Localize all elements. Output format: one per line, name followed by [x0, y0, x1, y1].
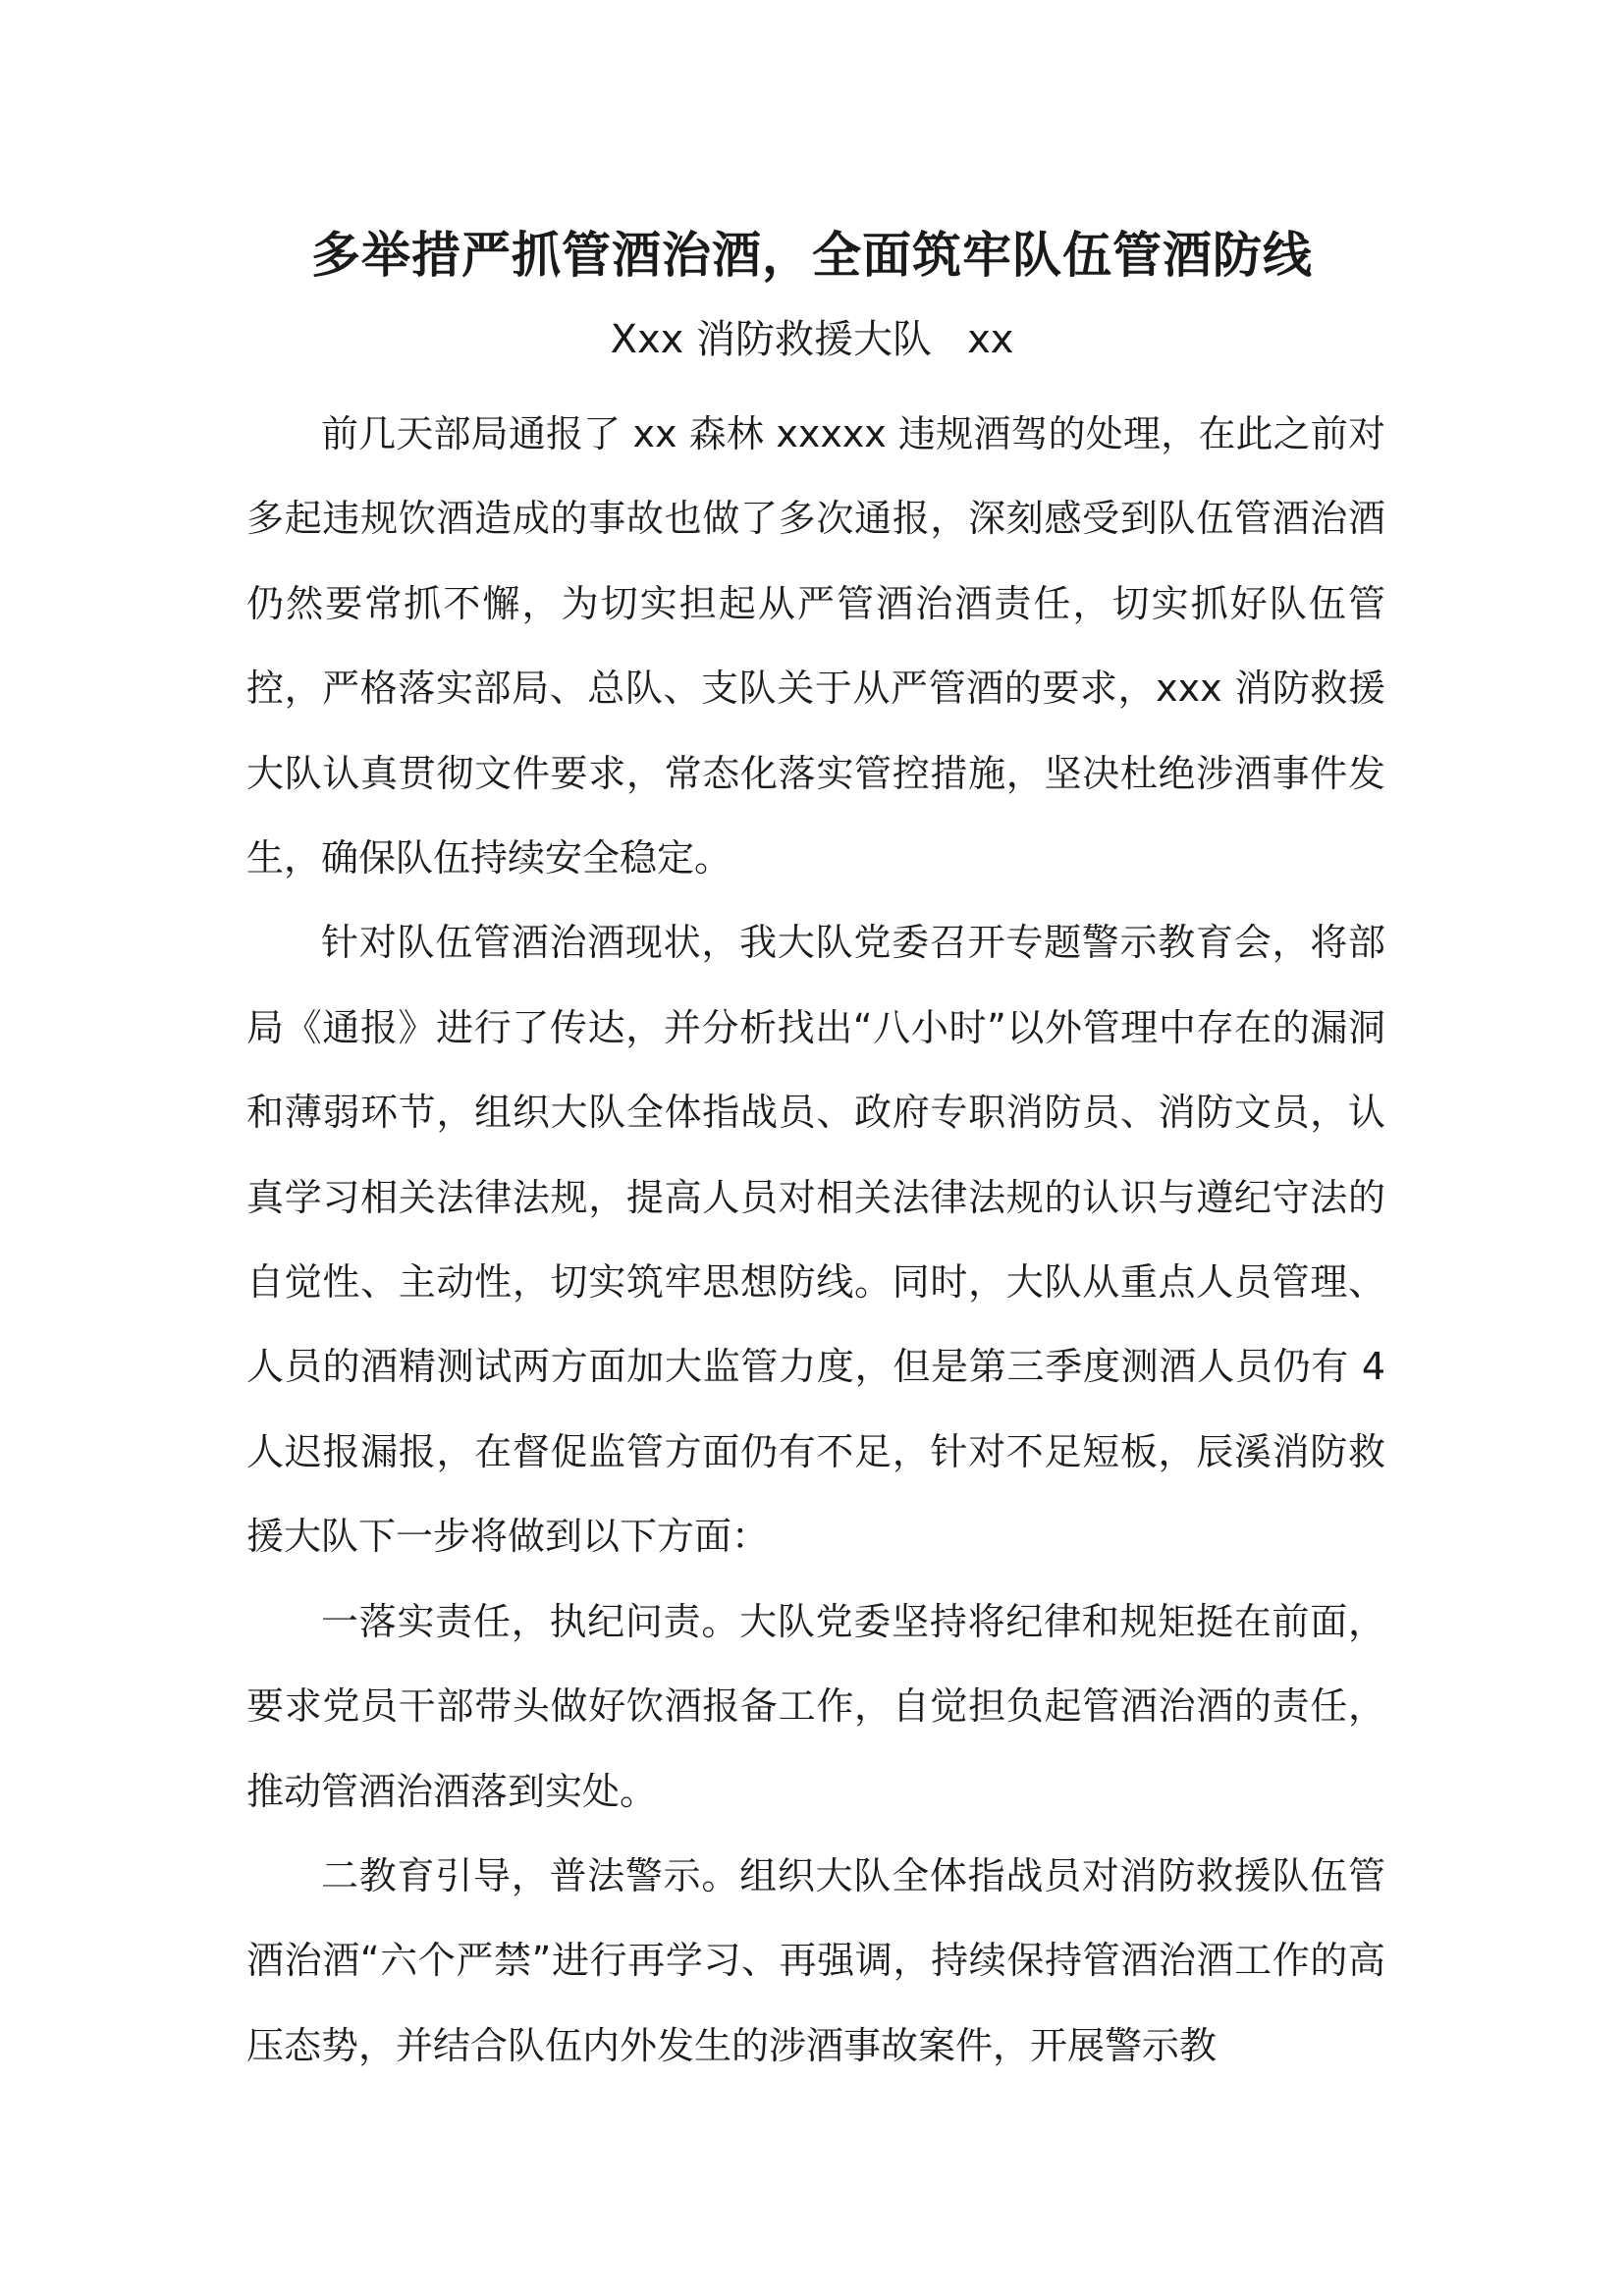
document-title: 多举措严抓管酒治酒，全面筑牢队伍管酒防线	[311, 226, 1313, 284]
body-paragraph: 二教育引导，普法警示。组织大队全体指战员对消防救援队伍管酒治酒“六个严禁”进行再学习、再强调，持续保持管酒治酒工作的高压态势，并结合队伍内外发生的涉酒事故案件，开展警示教	[246, 1853, 1385, 2067]
byline-author: xx	[967, 317, 1014, 362]
document-byline	[0, 312, 1624, 367]
document-body	[246, 392, 1385, 2088]
body-paragraph: 前几天部局通报了 xx 森林 xxxxx 违规酒驾的处理，在此之前对多起违规饮酒造成的事故也做了多次通报，深刻感受到队伍管酒治酒仍然要常抓不懈，为切实担起从严管酒治酒责任，切实抓好队伍管控，严格落实部局、总队、支队关于从严管酒的要求，xxx 消防救援大队认真贯彻文件要求，常态化落实管控措施，坚决杜绝涉酒事件发生，确保队伍持续安全稳定。	[246, 412, 1385, 881]
byline-unit: Xxx 消防救援大队	[610, 317, 933, 362]
body-paragraph: 针对队伍管酒治酒现状，我大队党委召开专题警示教育会，将部局《通报》进行了传达，并分析找出“八小时”以外管理中存在的漏洞和薄弱环节，组织大队全体指战员、政府专职消防员、消防文员，认真学习相关法律法规，提高人员对相关法律法规的认识与遵纪守法的自觉性、主动性，切实筑牢思想防线。同时，大队从重点人员管理、人员的酒精测试两方面加大监管力度，但是第三季度测酒人员仍有 4 人迟报漏报，在督促监管方面仍有不足，针对不足短板，辰溪消防救援大队下一步将做到以下方面：	[246, 921, 1385, 1559]
body-paragraph: 一落实责任，执纪问责。大队党委坚持将纪律和规矩挺在前面，要求党员干部带头做好饮酒报备工作，自觉担负起管酒治酒的责任，推动管酒治酒落到实处。	[246, 1599, 1385, 1813]
